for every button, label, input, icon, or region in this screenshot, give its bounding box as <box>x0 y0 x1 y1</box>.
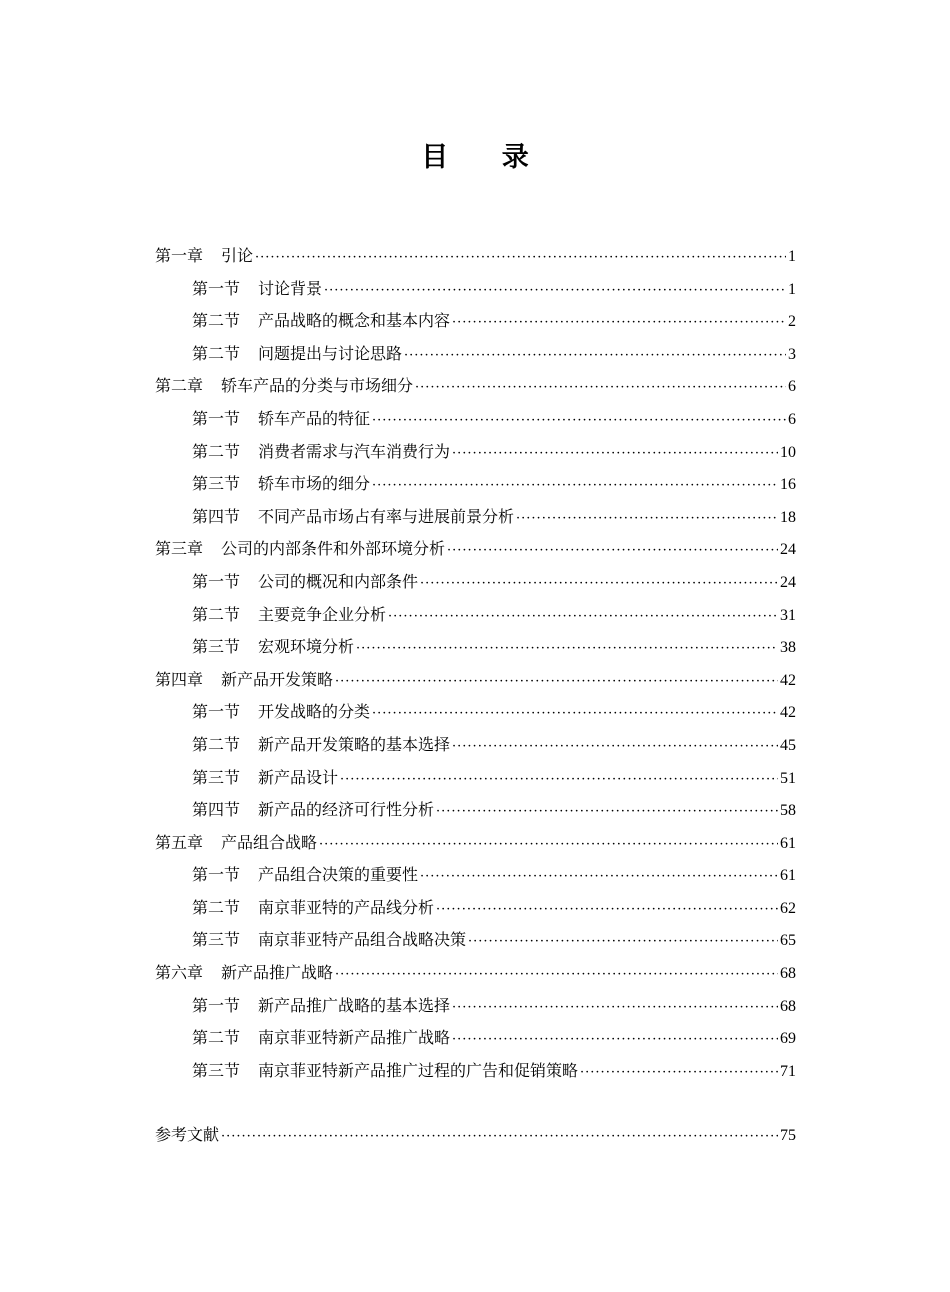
chapter-title: 新产品开发策略 <box>221 669 334 689</box>
toc-references[interactable] <box>155 1119 796 1152</box>
leader-dots <box>436 796 778 829</box>
section-number: 第二节 <box>192 734 241 754</box>
section-number: 第二节 <box>192 897 241 917</box>
leader-dots <box>468 926 778 959</box>
section-title: 南京菲亚特产品组合战略决策 <box>258 930 467 950</box>
toc-chapter-4[interactable] <box>155 664 796 697</box>
page-number: 6 <box>788 378 796 396</box>
page-number: 3 <box>788 345 796 363</box>
chapter-title: 产品组合战略 <box>221 832 318 852</box>
toc-section-6-2[interactable] <box>155 1022 796 1055</box>
leader-dots <box>335 666 778 699</box>
toc-section-6-3[interactable] <box>155 1055 796 1088</box>
leader-dots <box>415 372 786 405</box>
section-title: 公司的概况和内部条件 <box>258 571 419 591</box>
toc-chapter-6[interactable] <box>155 957 796 990</box>
section-title: 新产品设计 <box>258 767 339 787</box>
page-number: 18 <box>780 508 796 526</box>
chapter-number: 第四章 <box>155 669 204 689</box>
section-number: 第二节 <box>192 604 241 624</box>
page-number: 61 <box>780 834 796 852</box>
leader-dots <box>372 698 778 731</box>
page-number: 1 <box>788 280 796 298</box>
page-number: 69 <box>780 1030 796 1048</box>
leader-dots <box>404 340 786 373</box>
leader-dots <box>372 470 778 503</box>
page-number: 1 <box>788 248 796 265</box>
leader-dots <box>452 992 778 1025</box>
leader-dots <box>319 829 778 862</box>
page-number: 58 <box>780 802 796 820</box>
section-title: 讨论背景 <box>258 278 323 298</box>
chapter-number: 第二章 <box>155 376 204 396</box>
section-number: 第一节 <box>192 865 241 885</box>
section-number: 第二节 <box>192 1028 241 1048</box>
leader-dots <box>372 405 786 438</box>
section-title: 产品战略的概念和基本内容 <box>258 311 451 331</box>
page-number: 51 <box>780 769 796 787</box>
leader-dots <box>388 601 778 634</box>
section-number: 第四节 <box>192 506 241 526</box>
section-number: 第三节 <box>192 1060 241 1080</box>
section-number: 第二节 <box>192 343 241 363</box>
section-number: 第三节 <box>192 930 241 950</box>
chapter-title: 轿车产品的分类与市场细分 <box>221 376 414 396</box>
leader-dots <box>324 275 786 308</box>
chapter-title: 引论 <box>221 246 254 265</box>
leader-dots <box>452 731 778 764</box>
leader-dots <box>221 1121 778 1154</box>
section-number: 第一节 <box>192 571 241 591</box>
section-title: 问题提出与讨论思路 <box>258 343 403 363</box>
toc-section-4-1[interactable] <box>155 696 796 729</box>
page-number: 16 <box>780 476 796 494</box>
leader-dots <box>255 242 786 275</box>
page-number: 45 <box>780 736 796 754</box>
section-title: 宏观环境分析 <box>258 637 355 657</box>
toc-section-4-3[interactable] <box>155 762 796 795</box>
toc-section-2-1[interactable] <box>155 403 796 436</box>
section-title: 消费者需求与汽车消费行为 <box>258 441 451 461</box>
chapter-title: 新产品推广战略 <box>221 963 334 983</box>
leader-dots <box>452 438 778 471</box>
toc-section-4-2[interactable] <box>155 729 796 762</box>
page-number: 68 <box>780 997 796 1015</box>
toc-section-3-1[interactable] <box>155 566 796 599</box>
leader-dots <box>452 307 786 340</box>
page-number: 75 <box>780 1127 796 1145</box>
page-number: 65 <box>780 932 796 950</box>
section-number: 第一节 <box>192 278 241 298</box>
page-number: 2 <box>788 313 796 331</box>
section-title: 新产品开发策略的基本选择 <box>258 734 451 754</box>
section-number: 第三节 <box>192 474 241 494</box>
leader-dots <box>516 503 778 536</box>
page-number: 38 <box>780 639 796 657</box>
toc-section-1-3[interactable] <box>155 338 796 371</box>
page-title: 目 录 <box>421 142 551 173</box>
toc-section-4-4[interactable] <box>155 794 796 827</box>
toc-section-5-2[interactable] <box>155 892 796 925</box>
section-title: 南京菲亚特新产品推广战略 <box>258 1028 451 1048</box>
section-title: 轿车产品的特征 <box>258 408 371 428</box>
section-title: 开发战略的分类 <box>258 702 371 722</box>
section-number: 第四节 <box>192 800 241 820</box>
table-of-contents <box>155 240 796 1152</box>
page-number: 68 <box>780 965 796 983</box>
toc-chapter-5[interactable] <box>155 827 796 860</box>
chapter-title: 公司的内部条件和外部环境分析 <box>221 539 446 559</box>
section-number: 第二节 <box>192 311 241 331</box>
page-number: 42 <box>780 671 796 689</box>
section-number: 第三节 <box>192 637 241 657</box>
toc-section-2-2[interactable] <box>155 436 796 469</box>
toc-chapter-2[interactable] <box>155 370 796 403</box>
section-title: 新产品推广战略的基本选择 <box>258 995 451 1015</box>
leader-dots <box>420 568 778 601</box>
toc-chapter-3[interactable] <box>155 533 796 566</box>
section-number: 第一节 <box>192 702 241 722</box>
section-title: 不同产品市场占有率与进展前景分析 <box>258 506 515 526</box>
page-number: 10 <box>780 443 796 461</box>
section-number: 第二节 <box>192 441 241 461</box>
page-number: 61 <box>780 867 796 885</box>
leader-dots <box>340 764 778 797</box>
leader-dots <box>356 633 778 666</box>
section-title: 主要竞争企业分析 <box>258 604 387 624</box>
toc-section-1-1[interactable] <box>155 273 796 306</box>
toc-section-1-2[interactable] <box>155 305 796 338</box>
leader-dots <box>420 861 778 894</box>
references-title: 参考文献 <box>155 1125 220 1145</box>
leader-dots <box>335 959 778 992</box>
toc-section-2-4[interactable] <box>155 501 796 534</box>
toc-section-2-3[interactable] <box>155 468 796 501</box>
page-number: 24 <box>780 573 796 591</box>
section-number: 第一节 <box>192 995 241 1015</box>
section-title: 新产品的经济可行性分析 <box>258 800 435 820</box>
leader-dots <box>436 894 778 927</box>
page-number: 62 <box>780 899 796 917</box>
chapter-number: 第五章 <box>155 832 204 852</box>
leader-dots <box>447 535 778 568</box>
toc-section-6-1[interactable] <box>155 990 796 1023</box>
section-title: 南京菲亚特的产品线分析 <box>258 897 435 917</box>
toc-section-5-1[interactable] <box>155 859 796 892</box>
page-number: 6 <box>788 410 796 428</box>
section-title: 南京菲亚特新产品推广过程的广告和促销策略 <box>258 1060 579 1080</box>
page-number: 24 <box>780 541 796 559</box>
page-number: 31 <box>780 606 796 624</box>
leader-dots <box>580 1057 778 1090</box>
section-number: 第三节 <box>192 767 241 787</box>
leader-dots <box>452 1024 778 1057</box>
chapter-number: 第一章 <box>155 246 204 265</box>
toc-section-3-2[interactable] <box>155 599 796 632</box>
section-title: 轿车市场的细分 <box>258 474 371 494</box>
toc-section-5-3[interactable] <box>155 924 796 957</box>
toc-chapter-1[interactable] <box>155 240 796 273</box>
toc-section-3-3[interactable] <box>155 631 796 664</box>
chapter-number: 第六章 <box>155 963 204 983</box>
page-number: 71 <box>780 1062 796 1080</box>
section-number: 第一节 <box>192 408 241 428</box>
page-number: 42 <box>780 704 796 722</box>
chapter-number: 第三章 <box>155 539 204 559</box>
section-title: 产品组合决策的重要性 <box>258 865 419 885</box>
